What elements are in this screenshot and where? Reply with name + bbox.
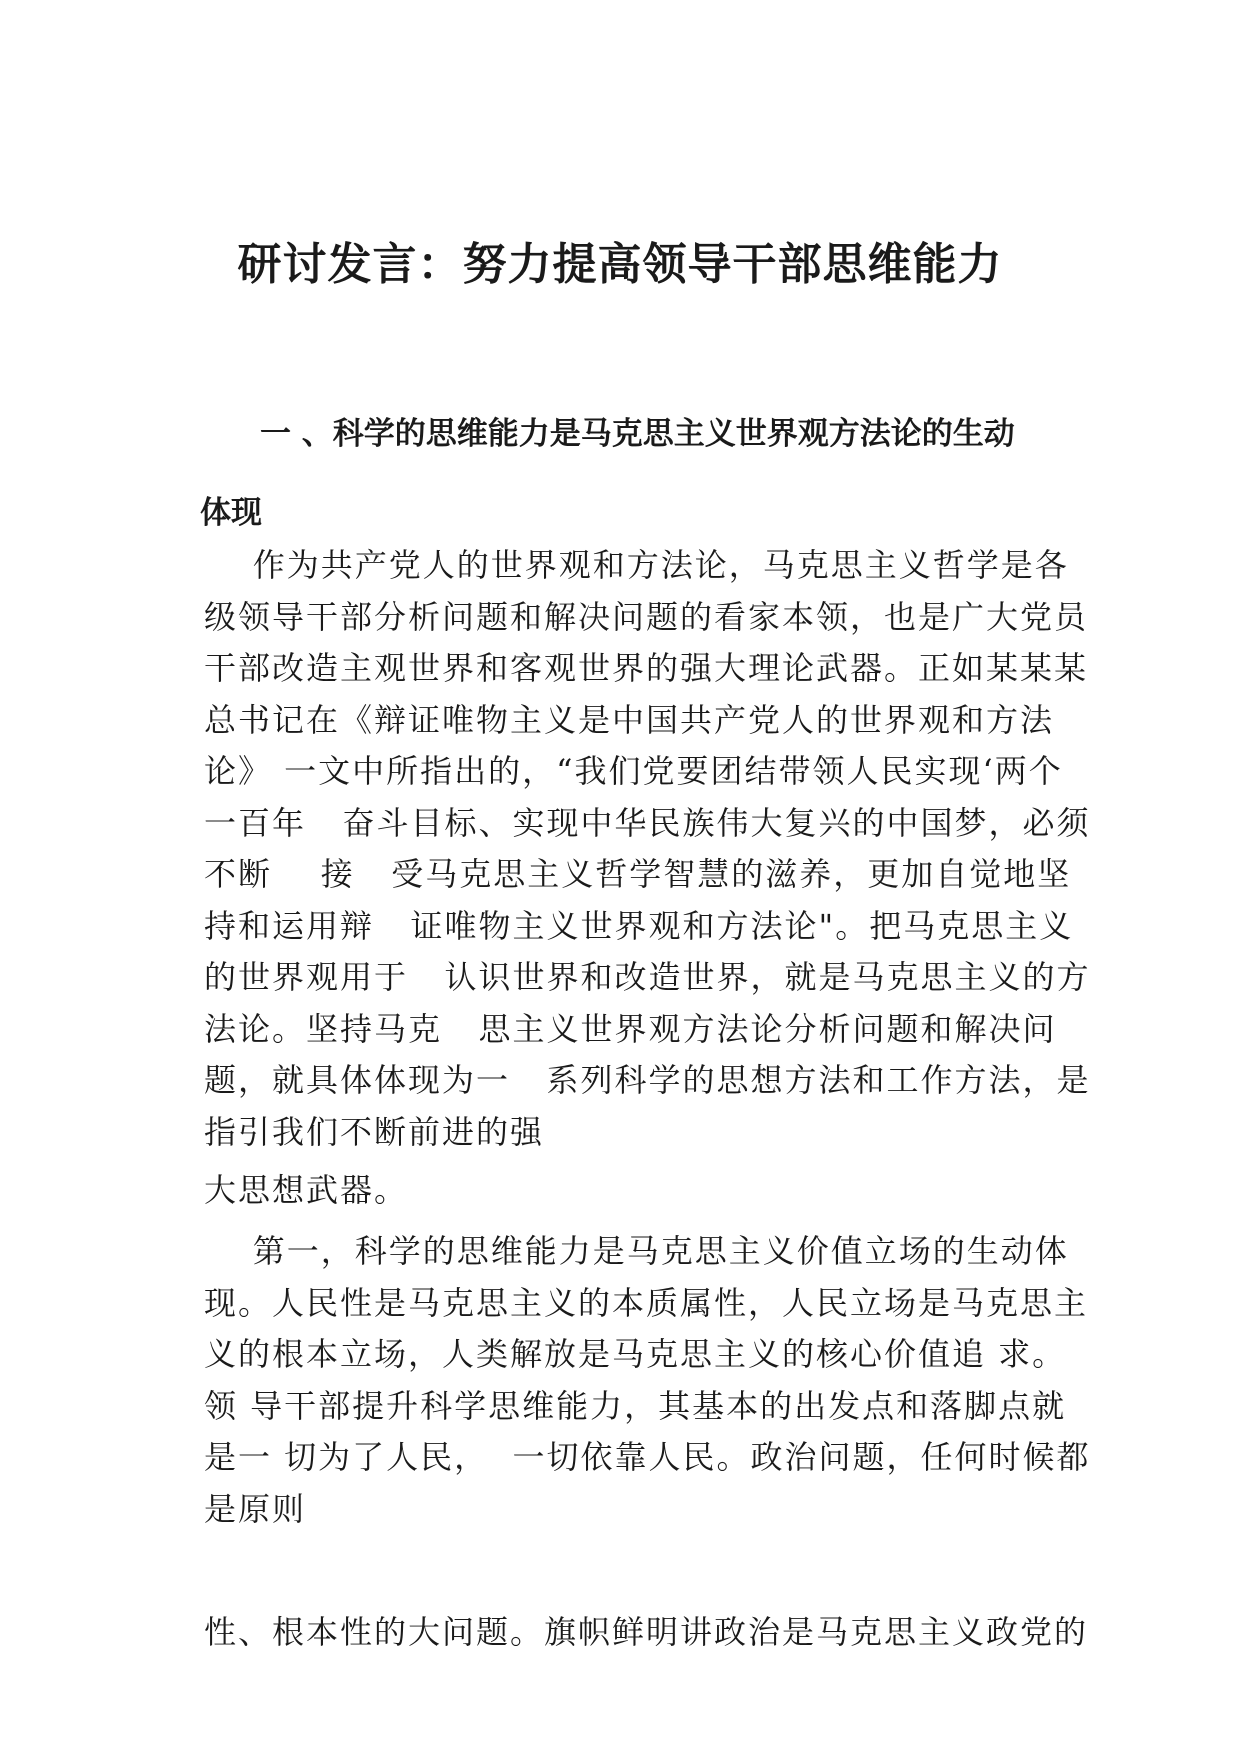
- section-heading-line-1: 一 、科学的思维能力是马克思主义世界观方法论的生动: [260, 416, 1015, 452]
- paragraph-line: 题，就具体体现为一 系列科学的思想方法和工作方法，是: [204, 1061, 1091, 1099]
- paragraph-line: 指引我们不断前进的强: [204, 1112, 545, 1151]
- paragraph-line: 是原则: [204, 1489, 307, 1528]
- paragraph-line: 论》 一文中所指出的，“我们党要团结带领人民实现‘两个: [204, 752, 1063, 790]
- paragraph-line: 的世界观用于 认识世界和改造世界，就是马克思主义的方: [204, 958, 1091, 996]
- paragraph-line: 大思想武器。: [204, 1171, 409, 1209]
- paragraph-line: 一百年 奋斗目标、实现中华民族伟大复兴的中国梦，必须: [204, 803, 1091, 842]
- paragraph-2-continued: [204, 1607, 1089, 1659]
- paragraph-line: 级领导干部分析问题和解决问题的看家本领，也是广大党员: [204, 597, 1089, 636]
- paragraph-line: 干部改造主观世界和客观世界的强大理论武器。正如某某某: [204, 649, 1089, 687]
- document-title: 研讨发言：努力提高领导干部思维能力: [237, 239, 1003, 290]
- paragraph-1-continued: [204, 1165, 1084, 1217]
- paragraph-line: 持和运用辩 证唯物主义世界观和方法论"。把马克思主义: [204, 906, 1074, 945]
- paragraph-line: 总书记在《辩证唯物主义是中国共产党人的世界观和方法: [204, 700, 1055, 739]
- paragraph-2: [204, 1226, 1091, 1535]
- section-heading-line-2: 体现: [200, 495, 262, 531]
- paragraph-line: 领 导干部提升科学思维能力，其基本的出发点和落脚点就: [204, 1386, 1067, 1425]
- paragraph-line: 现。人民性是马克思主义的本质属性，人民立场是马克思主: [204, 1283, 1089, 1322]
- paragraph-1: [204, 540, 1091, 1158]
- paragraph-line: 义的根本立场，人类解放是马克思主义的核心价值追 求。: [204, 1335, 1067, 1373]
- paragraph-line: 作为共产党人的世界观和方法论，马克思主义哲学是各: [204, 546, 1069, 584]
- paragraph-line: 第一，科学的思维能力是马克思主义价值立场的生动体: [204, 1232, 1069, 1270]
- paragraph-line: 不断 接 受马克思主义哲学智慧的滋养，更加自觉地坚: [204, 855, 1072, 893]
- paragraph-line: 性、根本性的大问题。旗帜鲜明讲政治是马克思主义政党的: [204, 1613, 1089, 1651]
- paragraph-line: 是一 切为了人民， 一切依靠人民。政治问题，任何时候都: [204, 1438, 1091, 1476]
- paragraph-line: 法论。坚持马克 思主义世界观方法论分析问题和解决问: [204, 1009, 1057, 1048]
